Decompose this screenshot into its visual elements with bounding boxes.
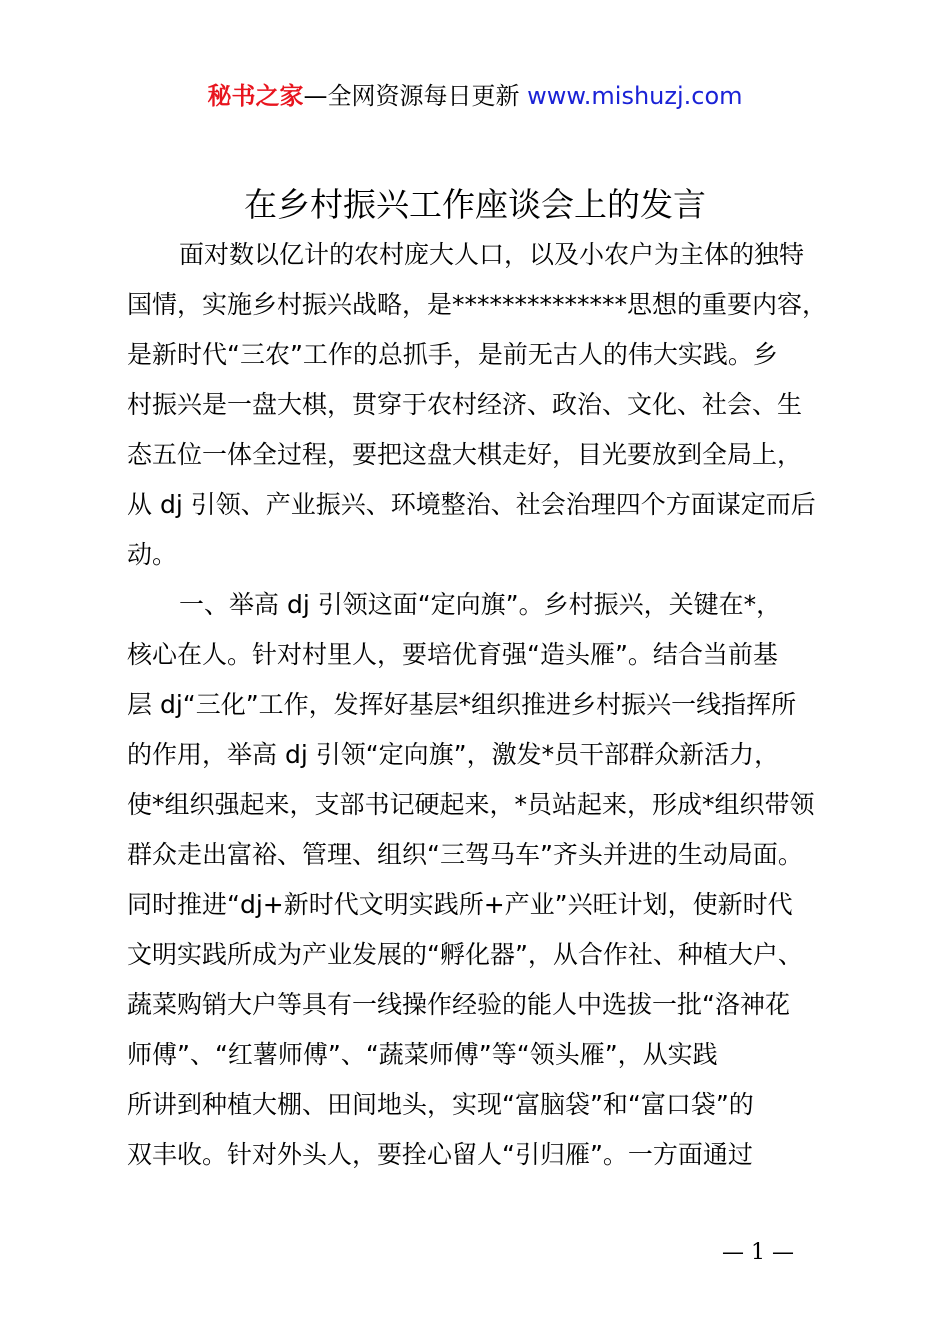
site-url[interactable]: www.mishuzj.com [527, 82, 743, 110]
text-line: 群众走出富裕、管理、组织“三驾马车”齐头并进的生动局面。 [127, 840, 803, 869]
brand-name: 秘书之家 [207, 82, 304, 110]
document-title: 在乡村振兴工作座谈会上的发言 [244, 185, 706, 224]
document-body [127, 230, 857, 1180]
site-header [0, 80, 950, 112]
text-line: 使*组织强起来，支部书记硬起来，*员站起来，形成*组织带领 [127, 790, 815, 819]
text-line: 双丰收。针对外头人，要拴心留人“引归雁”。一方面通过 [127, 1140, 753, 1169]
text-line: 村振兴是一盘大棋，贯穿于农村经济、政治、文化、社会、生 [127, 390, 803, 419]
header-tagline: —全网资源每日更新 [303, 82, 520, 110]
text-line: 从 dj 引领、产业振兴、环境整治、社会治理四个方面谋定而后 [127, 490, 816, 519]
text-line: 层 dj“三化”工作，发挥好基层*组织推进乡村振兴一线指挥所 [127, 690, 797, 719]
page-number: — 1 — [722, 1240, 794, 1265]
text-line: 核心在人。针对村里人，要培优育强“造头雁”。结合当前基 [127, 640, 778, 669]
text-line: 面对数以亿计的农村庞大人口，以及小农户为主体的独特 [179, 240, 805, 269]
paragraph-1 [127, 230, 857, 580]
text-line: 蔬菜购销大户等具有一线操作经验的能人中选拔一批“洛神花 [127, 990, 790, 1019]
text-line: 所讲到种植大棚、田间地头，实现“富脑袋”和“富口袋”的 [127, 1090, 754, 1119]
text-line: 态五位一体全过程，要把这盘大棋走好，目光要放到全局上， [127, 440, 803, 469]
text-line: 一、举高 dj 引领这面“定向旗”。乡村振兴，关键在*， [179, 590, 782, 619]
text-line: 动。 [127, 540, 178, 569]
text-line: 同时推进“dj+新时代文明实践所+产业”兴旺计划，使新时代 [127, 890, 793, 919]
text-line: 师傅”、“红薯师傅”、“蔬菜师傅”等“领头雁”，从实践 [127, 1040, 718, 1069]
text-line: 文明实践所成为产业发展的“孵化器”，从合作社、种植大户、 [127, 940, 803, 969]
text-line: 国情，实施乡村振兴战略，是**************思想的重要内容， [127, 290, 828, 319]
text-line: 的作用，举高 dj 引领“定向旗”，激发*员干部群众新活力， [127, 740, 780, 769]
paragraph-2 [127, 580, 857, 1180]
text-line: 是新时代“三农”工作的总抓手，是前无古人的伟大实践。乡 [127, 340, 778, 369]
